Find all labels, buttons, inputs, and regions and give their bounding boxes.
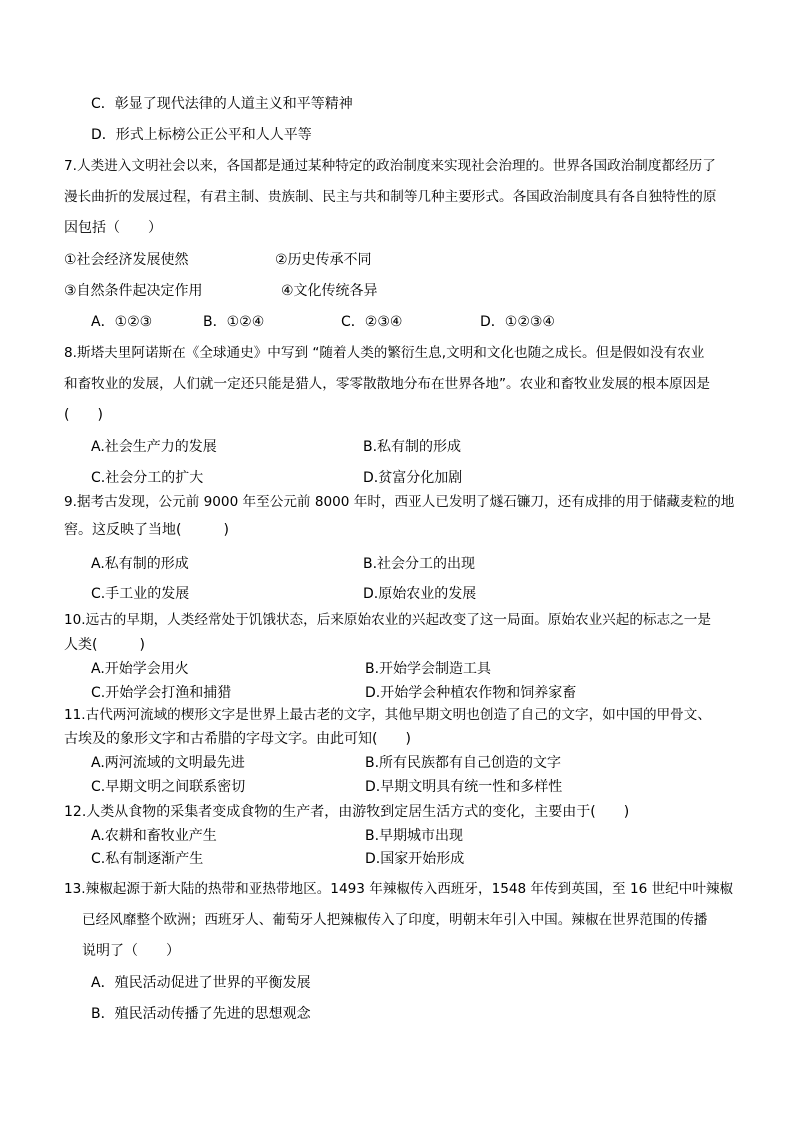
q13-stem-line-1: 13.辣椒起源于新大陆的热带和亚热带地区。1493 年辣椒传入西班牙，1548 年传到英国，至 16 世纪中叶辣椒 (64, 881, 734, 897)
q6-option-c: C．彰显了现代法律的人道主义和平等精神 (91, 96, 353, 112)
q7-stem-line-2: 漫长曲折的发展过程，有君主制、贵族制、民主与共和制等几种主要形式。各国政治制度具有各自独特性的原 (64, 189, 717, 205)
q7-stem-line-3: 因包括（ ） (64, 220, 162, 236)
q7-item-4: ④文化传统各异 (281, 283, 378, 299)
q13-stem-line-3: 说明了（ ） (82, 943, 180, 959)
q9-option-c: C.手工业的发展 (91, 586, 190, 602)
q7-item-1: ①社会经济发展使然 (64, 252, 189, 268)
q9-stem-line-1: 9.据考古发现，公元前 9000 年至公元前 8000 年时，西亚人已发明了燧石镰刀，还有成排的用于储藏麦粒的地 (64, 494, 735, 510)
q10-stem-line-2: 人类( ) (64, 637, 145, 653)
q12-option-c: C.私有制逐渐产生 (91, 851, 204, 867)
q10-option-d: D.开始学会种植农作物和饲养家畜 (365, 685, 577, 701)
q12-option-b: B.早期城市出现 (365, 828, 464, 844)
q7-stem-line-1: 7.人类进入文明社会以来，各国都是通过某种特定的政治制度来实现社会治理的。世界各国政治制度都经历了 (64, 158, 716, 174)
q10-option-c: C.开始学会打渔和捕猎 (91, 685, 232, 701)
q12-stem-line-1: 12.人类从食物的采集者变成食物的生产者，由游牧到定居生活方式的变化，主要由于( ) (64, 804, 630, 820)
q11-option-c: C.早期文明之间联系密切 (91, 779, 246, 795)
q8-stem-line-1: 8.斯塔夫里阿诺斯在《全球通史》中写到 “随着人类的繁衍生息,文明和文化也随之成长。但是假如没有农业 (64, 345, 705, 361)
q7-item-2: ②历史传承不同 (275, 252, 372, 268)
q9-option-a: A.私有制的形成 (91, 556, 189, 572)
q10-option-a: A.开始学会用火 (91, 661, 189, 677)
q13-option-a: A．殖民活动促进了世界的平衡发展 (91, 975, 311, 991)
q11-option-d: D.早期文明具有统一性和多样性 (365, 779, 563, 795)
q12-option-d: D.国家开始形成 (365, 851, 465, 867)
q8-stem-line-2: 和畜牧业的发展，人们就一定还只能是猎人，零零散散地分布在世界各地”。农业和畜牧业发展的根本原因是 (64, 376, 710, 392)
q8-option-a: A.社会生产力的发展 (91, 439, 217, 455)
q9-option-b: B.社会分工的出现 (363, 556, 476, 572)
q9-stem-line-2: 窖。这反映了当地( ) (64, 522, 229, 538)
q8-option-b: B.私有制的形成 (363, 439, 462, 455)
q7-item-3: ③自然条件起决定作用 (64, 283, 203, 299)
q11-stem-line-2: 古埃及的象形文字和古希腊的字母文字。由此可知( ) (64, 731, 411, 747)
q10-option-b: B.开始学会制造工具 (365, 661, 492, 677)
q7-option-b: B．①②④ (203, 314, 265, 330)
q12-option-a: A.农耕和畜牧业产生 (91, 828, 217, 844)
q8-option-d: D.贫富分化加剧 (363, 470, 463, 486)
q10-stem-line-1: 10.远古的早期，人类经常处于饥饿状态，后来原始农业的兴起改变了这一局面。原始农业兴起的标志之一是 (64, 612, 711, 628)
q7-option-a: A．①②③ (91, 314, 153, 330)
q11-option-a: A.两河流域的文明最先进 (91, 755, 245, 771)
q13-stem-line-2: 已经风靡整个欧洲；西班牙人、葡萄牙人把辣椒传入了印度，明朝末年引入中国。辣椒在世界范围的传播 (82, 912, 708, 928)
q11-option-b: B.所有民族都有自己创造的文字 (365, 755, 562, 771)
q13-option-b: B．殖民活动传播了先进的思想观念 (91, 1006, 311, 1022)
q9-option-d: D.原始农业的发展 (363, 586, 477, 602)
q7-option-c: C．②③④ (341, 314, 403, 330)
q8-stem-line-3: ( ) (64, 407, 103, 423)
q6-option-d: D．形式上标榜公正公平和人人平等 (91, 127, 312, 143)
q11-stem-line-1: 11.古代两河流域的楔形文字是世界上最古老的文字，其他早期文明也创造了自己的文字，如中国的甲骨文、 (64, 707, 711, 723)
q7-option-d: D．①②③④ (480, 314, 555, 330)
q8-option-c: C.社会分工的扩大 (91, 470, 204, 486)
